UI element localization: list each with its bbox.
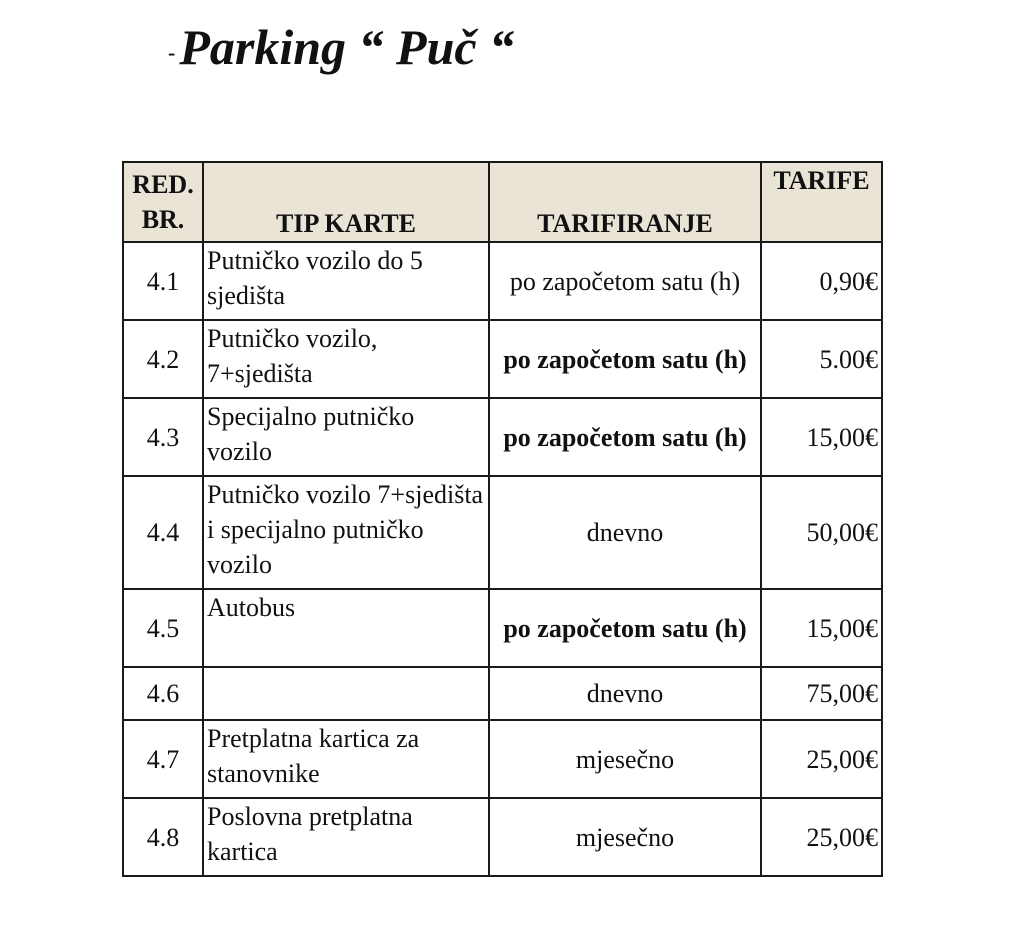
title-dash: - — [168, 40, 176, 65]
row-number: 4.7 — [123, 720, 203, 798]
row-number: 4.6 — [123, 667, 203, 720]
column-header-tariff: TARIFE — [761, 162, 882, 242]
page-title-block — [168, 18, 514, 76]
ticket-type: Putničko vozilo do 5 sjedišta — [203, 242, 489, 320]
column-header-ticket-type: TIP KARTE — [203, 162, 489, 242]
billing-mode: dnevno — [489, 667, 761, 720]
tariff-price: 15,00€ — [761, 589, 882, 667]
row-number: 4.5 — [123, 589, 203, 667]
row-number: 4.2 — [123, 320, 203, 398]
billing-mode: po započetom satu (h) — [489, 398, 761, 476]
table-row — [123, 720, 882, 798]
ticket-type: Pretplatna kartica za stanovnike — [203, 720, 489, 798]
tariff-price: 25,00€ — [761, 798, 882, 876]
billing-mode: po započetom satu (h) — [489, 589, 761, 667]
table-row — [123, 320, 882, 398]
billing-mode: mjesečno — [489, 798, 761, 876]
row-number: 4.8 — [123, 798, 203, 876]
row-number: 4.4 — [123, 476, 203, 589]
ticket-type: Poslovna pretplatna kartica — [203, 798, 489, 876]
tariff-price: 50,00€ — [761, 476, 882, 589]
billing-mode: dnevno — [489, 476, 761, 589]
billing-mode: po započetom satu (h) — [489, 320, 761, 398]
billing-mode: mjesečno — [489, 720, 761, 798]
table-row — [123, 476, 882, 589]
column-header-billing: TARIFIRANJE — [489, 162, 761, 242]
ticket-type: Specijalno putničko vozilo — [203, 398, 489, 476]
row-number: 4.1 — [123, 242, 203, 320]
ticket-type: Putničko vozilo, 7+sjedišta — [203, 320, 489, 398]
table-row — [123, 242, 882, 320]
ticket-type — [203, 667, 489, 720]
table-row — [123, 398, 882, 476]
tariff-price: 25,00€ — [761, 720, 882, 798]
table-header-row — [123, 162, 882, 242]
page-title: Parking “ Puč “ — [179, 19, 515, 75]
billing-mode: po započetom satu (h) — [489, 242, 761, 320]
column-header-number: RED. BR. — [123, 162, 203, 242]
table-row — [123, 798, 882, 876]
tariff-price: 15,00€ — [761, 398, 882, 476]
row-number: 4.3 — [123, 398, 203, 476]
ticket-type: Autobus — [203, 589, 489, 667]
tariff-price: 75,00€ — [761, 667, 882, 720]
tariff-table — [122, 161, 883, 877]
ticket-type: Putničko vozilo 7+sjedišta i specijalno putničko vozilo — [203, 476, 489, 589]
tariff-price: 5.00€ — [761, 320, 882, 398]
table-row — [123, 667, 882, 720]
table-row — [123, 589, 882, 667]
tariff-price: 0,90€ — [761, 242, 882, 320]
